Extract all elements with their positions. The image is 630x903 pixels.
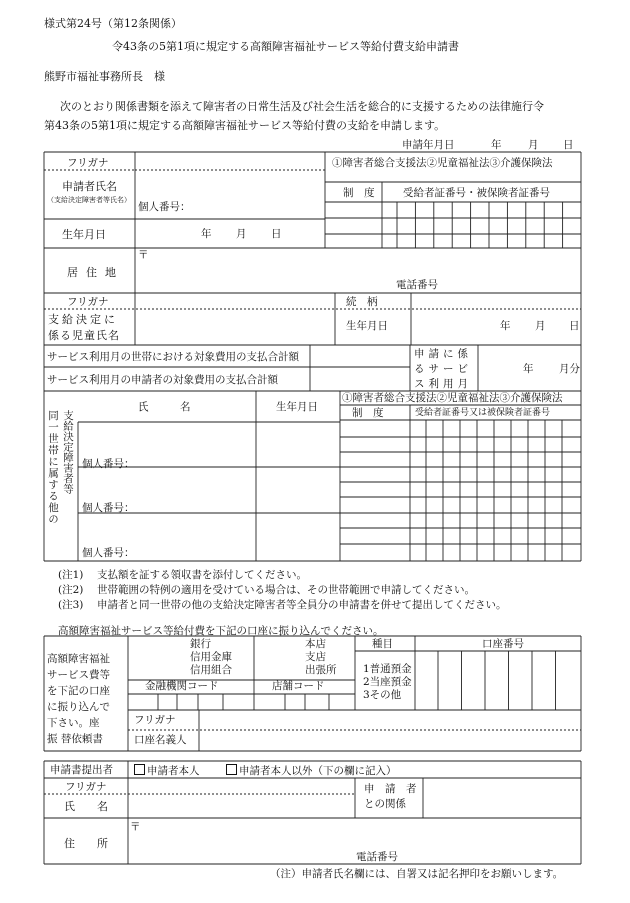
applicant-law-options: ①障害者総合支援法②児童福祉法③介護保険法 bbox=[332, 157, 553, 169]
note-1-mark: (注1) bbox=[58, 569, 84, 581]
household-member-1-field[interactable] bbox=[80, 422, 336, 466]
account-type-header: 種目 bbox=[372, 638, 393, 650]
applicant-personal-number-label: 個人番号： bbox=[138, 201, 191, 213]
application-date-field[interactable] bbox=[460, 136, 570, 152]
bank-side-6: 振 替依頼書 bbox=[47, 733, 103, 745]
birth-day-label: 日 bbox=[271, 228, 282, 240]
address-postal-mark: 〒 bbox=[138, 249, 149, 261]
applicant-cert-number-header: 受給者証番号・被保険者証番号 bbox=[403, 187, 550, 199]
date-year-label: 年 bbox=[491, 139, 502, 151]
date-day-label: 日 bbox=[563, 139, 574, 151]
service-month-field[interactable] bbox=[480, 346, 580, 390]
household-personal-number-1: 個人番号： bbox=[82, 458, 135, 470]
service-month-label-1: 申請に係 bbox=[414, 348, 472, 360]
submitter-option-other[interactable] bbox=[226, 764, 397, 777]
branch-code-label: 店舗コード bbox=[272, 680, 325, 692]
household-law-options: ①障害者総合支援法②児童福祉法③介護保険法 bbox=[342, 392, 563, 404]
service-month-label-3: ス利用月 bbox=[414, 378, 472, 390]
bank-name-field[interactable] bbox=[130, 637, 254, 679]
address-label: 居住地 bbox=[67, 266, 124, 279]
bank-side-5: 下さい。座 bbox=[47, 717, 100, 729]
branch-type-branch: 支店 bbox=[305, 651, 326, 663]
household-personal-number-2: 個人番号： bbox=[82, 502, 135, 514]
service-month-suffix: 月分 bbox=[559, 363, 580, 375]
bank-side-3: を下記の口座 bbox=[47, 685, 110, 697]
birth-year-label: 年 bbox=[201, 228, 212, 240]
submitter-furigana-field[interactable] bbox=[128, 779, 354, 793]
household-system-header: 制 度 bbox=[352, 407, 384, 419]
option-self-label: 申請者本人 bbox=[147, 765, 200, 777]
submitter-name-label: 氏 名 bbox=[64, 800, 108, 813]
submitter-relation-field[interactable] bbox=[424, 779, 580, 817]
household-side-label-outer: 同一世帯に属する他の bbox=[47, 410, 60, 525]
child-name-field[interactable] bbox=[136, 310, 334, 344]
bank-code-field[interactable] bbox=[130, 694, 356, 710]
applicant-name-field[interactable] bbox=[136, 170, 322, 218]
household-cert-header: 受給者証番号又は被保険者証番号 bbox=[415, 408, 551, 418]
checkbox-other[interactable] bbox=[226, 764, 237, 775]
note-3-mark: (注3) bbox=[58, 599, 84, 611]
bank-side-2: サービス費等 bbox=[47, 669, 110, 681]
applicant-birth-field[interactable] bbox=[136, 220, 322, 246]
note-2-text: 世帯範囲の特例の適用を受けている場合は、その世帯範囲で申請してください。 bbox=[97, 584, 475, 596]
branch-type-sub: 出張所 bbox=[305, 664, 337, 676]
submitter-relation-label-1: 申 請 者 bbox=[364, 783, 417, 795]
household-total-field[interactable] bbox=[310, 346, 410, 366]
service-month-label-2: るサービ bbox=[414, 363, 472, 375]
submitter-furigana-label: フリガナ bbox=[65, 781, 107, 793]
child-furigana-label: フリガナ bbox=[67, 296, 109, 308]
bank-type-bank: 銀行 bbox=[190, 638, 211, 650]
household-member-3-field[interactable] bbox=[80, 514, 336, 560]
applicant-system-header: 制 度 bbox=[343, 187, 375, 199]
child-birth-label: 生年月日 bbox=[346, 320, 388, 332]
submitter-address-field[interactable] bbox=[128, 820, 580, 864]
bank-side-4: に振り込んで bbox=[47, 701, 110, 713]
applicant-total-label: サービス利用月の申請者の対象費用の支払合計額 bbox=[47, 374, 278, 386]
form-number: 様式第24号（第12条関係） bbox=[44, 17, 182, 30]
bank-side-1: 高額障害福祉 bbox=[47, 653, 110, 665]
household-member-2-field[interactable] bbox=[80, 468, 336, 512]
account-number-field[interactable] bbox=[416, 652, 580, 708]
submitter-postal-mark: 〒 bbox=[130, 821, 141, 833]
child-name-label-2: 係る児童氏名 bbox=[48, 329, 120, 342]
branch-name-field[interactable] bbox=[255, 637, 355, 679]
account-type-2: 2当座預金 bbox=[363, 676, 412, 688]
child-birth-field[interactable] bbox=[412, 310, 580, 344]
option-other-label: 申請者本人以外（下の欄に記入） bbox=[239, 765, 397, 777]
household-personal-number-3: 個人番号： bbox=[82, 547, 135, 559]
relationship-field[interactable] bbox=[412, 294, 580, 308]
household-birth-header: 生年月日 bbox=[276, 401, 318, 413]
child-birth-year: 年 bbox=[500, 320, 511, 332]
submitter-name-field[interactable] bbox=[128, 795, 354, 817]
bank-furigana-label: フリガナ bbox=[134, 714, 176, 726]
note-2-mark: (注2) bbox=[58, 584, 84, 596]
applicant-furigana-label: フリガナ bbox=[67, 157, 109, 169]
checkbox-self[interactable] bbox=[134, 764, 145, 775]
household-name-header: 氏 名 bbox=[138, 401, 191, 413]
account-holder-field[interactable] bbox=[200, 730, 580, 750]
footer-note: （注）申請者氏名欄には、自署又は記名押印をお願いします。 bbox=[270, 868, 564, 880]
account-holder-label: 口座名義人 bbox=[134, 734, 187, 746]
address-phone-label: 電話番号 bbox=[396, 279, 438, 291]
application-date-label: 申請年月日 bbox=[402, 139, 455, 151]
bank-type-kumiai: 信用組合 bbox=[190, 664, 232, 676]
note-1-text: 支払額を証する領収書を添付してください。 bbox=[97, 569, 307, 581]
child-birth-day: 日 bbox=[569, 320, 580, 332]
account-number-header: 口座番号 bbox=[482, 638, 524, 650]
birth-month-label: 月 bbox=[236, 228, 247, 240]
household-side-label-inner: 支給決定障害者等 bbox=[62, 410, 75, 494]
applicant-furigana-field[interactable] bbox=[136, 153, 322, 169]
submitter-label: 申請書提出者 bbox=[50, 764, 113, 776]
bank-intro: 高額障害福祉サービス等給付費を下記の口座に振り込んでください。 bbox=[58, 625, 384, 637]
bank-holder-furigana-field[interactable] bbox=[200, 711, 580, 729]
child-birth-month: 月 bbox=[535, 320, 546, 332]
submitter-option-self[interactable] bbox=[134, 764, 200, 777]
bank-type-shinkin: 信用金庫 bbox=[190, 651, 232, 663]
child-name-label-1: 支給決定に bbox=[48, 313, 118, 326]
submitter-address-label: 住 所 bbox=[64, 837, 108, 850]
addressee: 熊野市福祉事務所長 様 bbox=[44, 70, 165, 83]
applicant-cert-number-field[interactable] bbox=[325, 202, 580, 250]
applicant-birth-label: 生年月日 bbox=[62, 228, 106, 241]
relationship-label: 続 柄 bbox=[346, 296, 378, 308]
household-total-label: サービス利用月の世帯における対象費用の支払合計額 bbox=[47, 351, 299, 363]
body-text-line-1: 次のとおり関係書類を添えて障害者の日常生活及び社会生活を総合的に支援するための法律施行令 bbox=[60, 100, 544, 113]
body-text-line-2: 第43条の5第1項に規定する高額障害福祉サービス等給付費の支給を申請します。 bbox=[44, 119, 446, 132]
account-type-3: 3その他 bbox=[363, 689, 402, 701]
note-3-text: 申請者と同一世帯の他の支給決定障害者等全員分の申請書を併せて提出してください。 bbox=[97, 599, 507, 611]
applicant-name-label: 申請者氏名 bbox=[62, 180, 117, 193]
applicant-name-sublabel: （支給決定障害者等氏名） bbox=[47, 196, 131, 204]
submitter-phone-label: 電話番号 bbox=[356, 851, 398, 863]
institution-code-label: 金融機関コード bbox=[145, 680, 219, 692]
date-month-label: 月 bbox=[528, 139, 539, 151]
account-type-1: 1普通預金 bbox=[363, 663, 412, 675]
branch-type-main: 本店 bbox=[305, 638, 326, 650]
service-year-label: 年 bbox=[523, 363, 534, 375]
child-furigana-field[interactable] bbox=[136, 294, 334, 308]
applicant-total-field[interactable] bbox=[310, 368, 410, 390]
form-title: 令43条の5第1項に規定する高額障害福祉サービス等給付費支給申請書 bbox=[112, 40, 459, 53]
submitter-relation-label-2: との関係 bbox=[364, 798, 406, 810]
address-field[interactable] bbox=[136, 248, 580, 292]
